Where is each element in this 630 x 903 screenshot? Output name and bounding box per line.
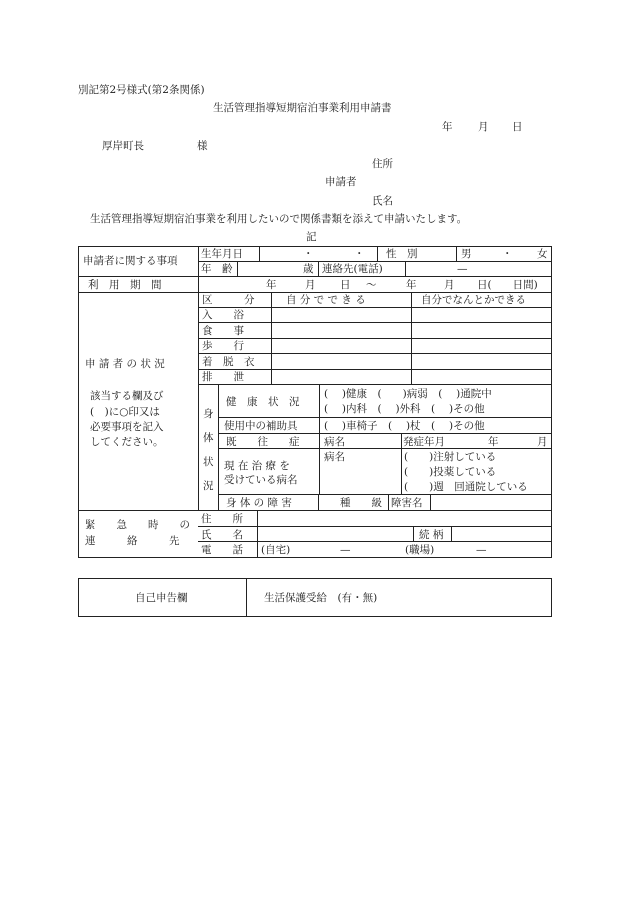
applicant-info-label: 申請者に関する事項 <box>83 255 178 267</box>
activity-bathing: 入 浴 <box>202 309 244 321</box>
address-label: 住所 <box>372 158 393 170</box>
activity-toileting: 排 泄 <box>202 371 244 383</box>
past-illness-label: 既 往 症 <box>226 436 300 448</box>
emergency-phone-label: 電 話 <box>201 544 243 556</box>
sex-label: 性 別 <box>386 248 418 260</box>
onset-year: 年 <box>488 436 499 448</box>
health-options-row2: ( )内科 ( )外科 ( )その他 <box>324 403 485 415</box>
past-illness-name: 病名 <box>324 436 345 448</box>
current-treatment-label-1: 現 在 治 療 を <box>224 460 290 472</box>
emergency-contact-label-2: 連 絡 先 <box>85 535 180 547</box>
sex-female[interactable]: 女 <box>537 248 548 260</box>
sex-male[interactable]: 男 <box>461 248 472 260</box>
period-start-day: 日 <box>340 279 351 291</box>
phone-work-dash: — <box>476 544 487 556</box>
application-statement: 生活管理指導短期宿泊事業を利用したいので関係書類を添えて申請いたします。 <box>90 213 468 225</box>
period-end-day-days: 日( 日間) <box>477 279 538 291</box>
phone-home-label: (自宅) <box>261 544 291 556</box>
phone-work-label: (職場) <box>405 544 435 556</box>
onset-month: 月 <box>537 436 548 448</box>
period-end-year: 年 <box>406 279 417 291</box>
instruction-line-1: 該当する欄及び <box>90 390 164 402</box>
name-label: 氏名 <box>372 195 393 207</box>
period-end-month: 月 <box>444 279 455 291</box>
period-start-month: 月 <box>305 279 316 291</box>
date-month-label: 月 <box>478 121 489 133</box>
self-report-label: 自己申告欄 <box>135 592 188 604</box>
assistive-device-label: 使用中の補助具 <box>224 420 298 432</box>
phone-home-dash: — <box>340 544 351 556</box>
activity-walking: 歩 行 <box>202 340 244 352</box>
instruction-line-2: ( )に○印又は <box>90 406 160 418</box>
activity-eating: 食 事 <box>202 325 244 337</box>
emergency-name-label: 氏 名 <box>201 529 243 541</box>
period-label: 利 用 期 間 <box>88 279 162 291</box>
emergency-address-label: 住 所 <box>201 513 243 525</box>
ki-mark: 記 <box>306 231 317 243</box>
treatment-medication: ( )投薬している <box>404 466 497 478</box>
body-char-2: 体 <box>203 432 214 444</box>
activity-dressing: 着 脱 衣 <box>202 356 255 368</box>
relationship-label: 続 柄 <box>419 529 444 541</box>
sex-sep: ・ <box>502 248 513 260</box>
date-year-label: 年 <box>442 121 453 133</box>
can-manage-header: 自分でなんとかできる <box>421 294 526 306</box>
health-options-row1: ( )健康 ( )病弱 ( )通院中 <box>324 388 492 400</box>
disability-grade: 種 級 <box>340 497 382 509</box>
birth-date-label: 生年月日 <box>201 248 243 260</box>
welfare-status[interactable]: 生活保護受給 (有・無) <box>264 592 378 604</box>
body-char-3: 状 <box>203 456 214 468</box>
period-start-year: 年 <box>266 279 277 291</box>
treatment-injection: ( )注射している <box>404 451 497 463</box>
current-treatment-label-2: 受けている病名 <box>224 474 298 486</box>
self-report-box <box>78 578 552 617</box>
instruction-line-4: してください。 <box>90 436 164 448</box>
addressee-honorific: 様 <box>197 140 208 152</box>
category-label: 区 分 <box>202 294 255 306</box>
application-form-table <box>78 246 552 558</box>
date-day-label: 日 <box>512 121 523 133</box>
form-number: 別記第2号様式(第2条関係) <box>78 84 205 96</box>
current-disease-name: 病名 <box>324 451 345 463</box>
contact-phone-label: 連絡先(電話) <box>322 263 383 275</box>
disability-name: 障害名 <box>391 497 423 509</box>
assistive-device-options: ( )車椅子 ( )杖 ( )その他 <box>324 420 485 432</box>
disability-label: 身 体 の 障 害 <box>226 497 292 509</box>
onset-label: 発症年月 <box>403 436 445 448</box>
applicant-label: 申請者 <box>325 176 357 188</box>
health-status-label: 健 康 状 況 <box>226 396 300 408</box>
addressee: 厚岸町長 <box>102 140 144 152</box>
period-tilde: ～ <box>366 279 377 291</box>
treatment-outpatient: ( )週 回通院している <box>404 481 528 493</box>
can-do-self-header: 自 分 で で き る <box>286 294 366 306</box>
instruction-line-3: 必要事項を記入 <box>90 421 164 433</box>
contact-phone-dash: — <box>457 263 468 275</box>
document-title: 生活管理指導短期宿泊事業利用申請書 <box>213 102 392 114</box>
body-char-1: 身 <box>203 408 214 420</box>
age-unit: 歳 <box>303 263 314 275</box>
birth-date-sep-1: ・ <box>303 248 314 260</box>
age-label: 年 齢 <box>201 263 233 275</box>
birth-date-sep-2: ・ <box>354 248 365 260</box>
emergency-contact-label-1: 緊 急 時 の <box>85 519 190 531</box>
applicant-status-label: 申 請 者 の 状 況 <box>85 358 165 370</box>
body-char-4: 況 <box>203 480 214 492</box>
